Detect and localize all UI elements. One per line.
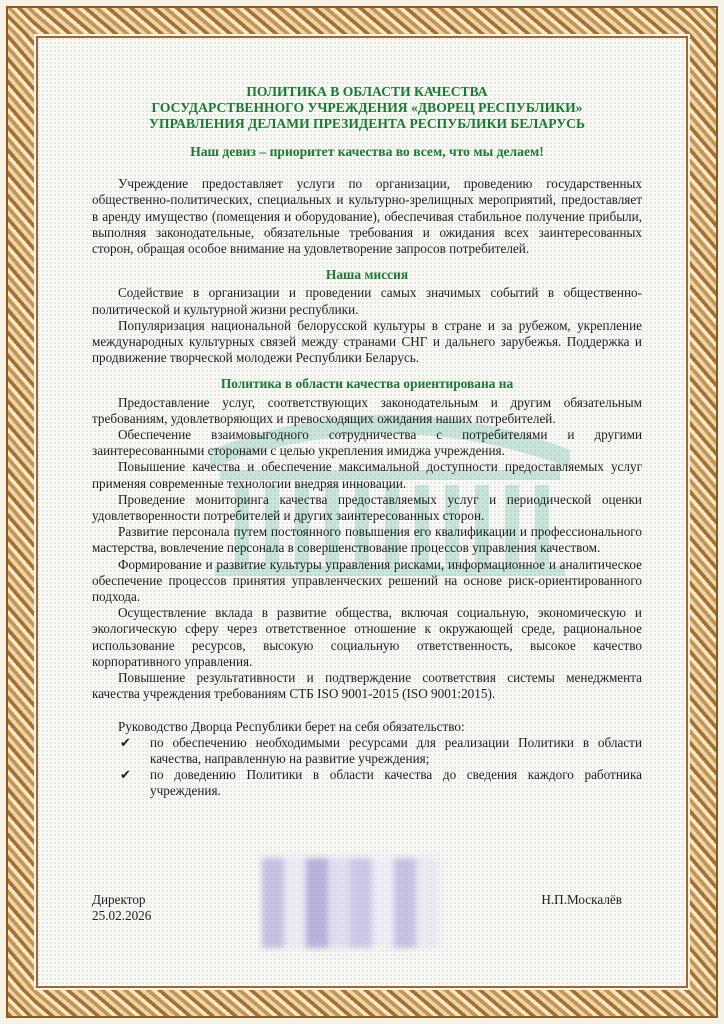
signer-position: Директор xyxy=(92,892,146,907)
policy-paragraph: Формирование и развитие культуры управления рисками, информационное и аналитическое обеспечение процессов принятия управленческих решений на основе риск-ориентированного подхода. xyxy=(92,556,642,605)
checkmark-icon: ✔ xyxy=(120,734,132,750)
policy-paragraph: Предоставление услуг, соответствующих законодательным и другим обязательным требованиям, удовлетворяющих и превосходящих ожидания наших потребителей. xyxy=(92,394,642,426)
checkmark-icon: ✔ xyxy=(120,767,132,783)
document-body xyxy=(92,84,642,800)
signer-position-date xyxy=(92,892,151,924)
policy-paragraph: Проведение мониторинга качества предоставляемых услуг и периодической оценки удовлетворенности потребителей и других заинтересованных сторон. xyxy=(92,491,642,524)
mission-heading: Наша миссия xyxy=(325,267,409,283)
mission-paragraph: Популяризация национальной белорусской культуры в стране и за рубежом, укрепление международных культурных связей между странами СНГ и дальнего зарубежья. Поддержка и продвижение творческой молодежи Республики Беларусь. xyxy=(92,317,642,366)
commitment-item-text: по обеспечению необходимыми ресурсами для реализации Политики в области качества, направленную на развитие учреждения; xyxy=(150,734,642,766)
commitment-list xyxy=(92,735,642,800)
document-title xyxy=(92,84,642,132)
title-line: УПРАВЛЕНИЯ ДЕЛАМИ ПРЕЗИДЕНТА РЕСПУБЛИКИ БЕЛАРУСЬ xyxy=(149,116,585,131)
policy-paragraph: Повышение результативности и подтверждение соответствия системы менеджмента качества учреждения требованиям СТБ ISO 9001-2015 (ISO 9001:2015). xyxy=(92,670,642,702)
signer-name: Н.П.Москалёв xyxy=(541,892,622,907)
policy-heading: Политика в области качества ориентирована на xyxy=(220,376,514,392)
list-item xyxy=(120,734,642,767)
commitment-item-text: по доведению Политики в области качества до сведения каждого работника учреждения. xyxy=(150,767,642,799)
mission-paragraph: Содействие в организации и проведении самых значимых событий в общественно-политической и культурной жизни республики. xyxy=(92,285,642,317)
policy-paragraph: Развитие персонала путем постоянного повышения его квалификации и профессионального мастерства, вовлечение персонала в совершенствование процессов управления качеством. xyxy=(92,524,642,556)
policy-paragraph: Повышение качества и обеспечение максимальной доступности предоставляемых услуг применяя современные технологии внедряя инновации. xyxy=(92,459,642,491)
list-item xyxy=(120,767,642,799)
commitment-lead: Руководство Дворца Республики берет на себя обязательство: xyxy=(118,718,465,734)
signature-date: 25.02.2026 xyxy=(92,908,152,923)
policy-paragraph: Осуществление вклада в развитие общества, включая социальную, экономическую и экологическую сферу через ответственное отношение к окружающей среде, рациональное использование ресурсов, высокую социальную ответственность, высокое качество корпоративного управления. xyxy=(92,605,642,669)
policy-paragraph: Обеспечение взаимовыгодного сотрудничества с потребителями и другими заинтересованными сторонами с целью укрепления имиджа учреждения. xyxy=(92,427,642,459)
intro-paragraph: Учреждение предоставляет услуги по организации, проведению государственных общественно-политических, специальных и культурно-зрелищных мероприятий, предоставляет в аренду имущество (помещения и оборудование), обеспечивая стабильное получение прибыли, выполняя законодательные, обязательные требования и ожидания всех заинтересованных сторон, обращая особое внимание на удовлетворение запросов потребителей. xyxy=(92,176,642,257)
signature-block xyxy=(92,892,642,932)
title-line: ПОЛИТИКА В ОБЛАСТИ КАЧЕСТВА xyxy=(246,84,488,99)
motto: Наш девиз – приоритет качества во всем, что мы делаем! xyxy=(190,144,544,159)
title-line: ГОСУДАРСТВЕННОГО УЧРЕЖДЕНИЯ «ДВОРЕЦ РЕСПУБЛИКИ» xyxy=(151,100,583,115)
